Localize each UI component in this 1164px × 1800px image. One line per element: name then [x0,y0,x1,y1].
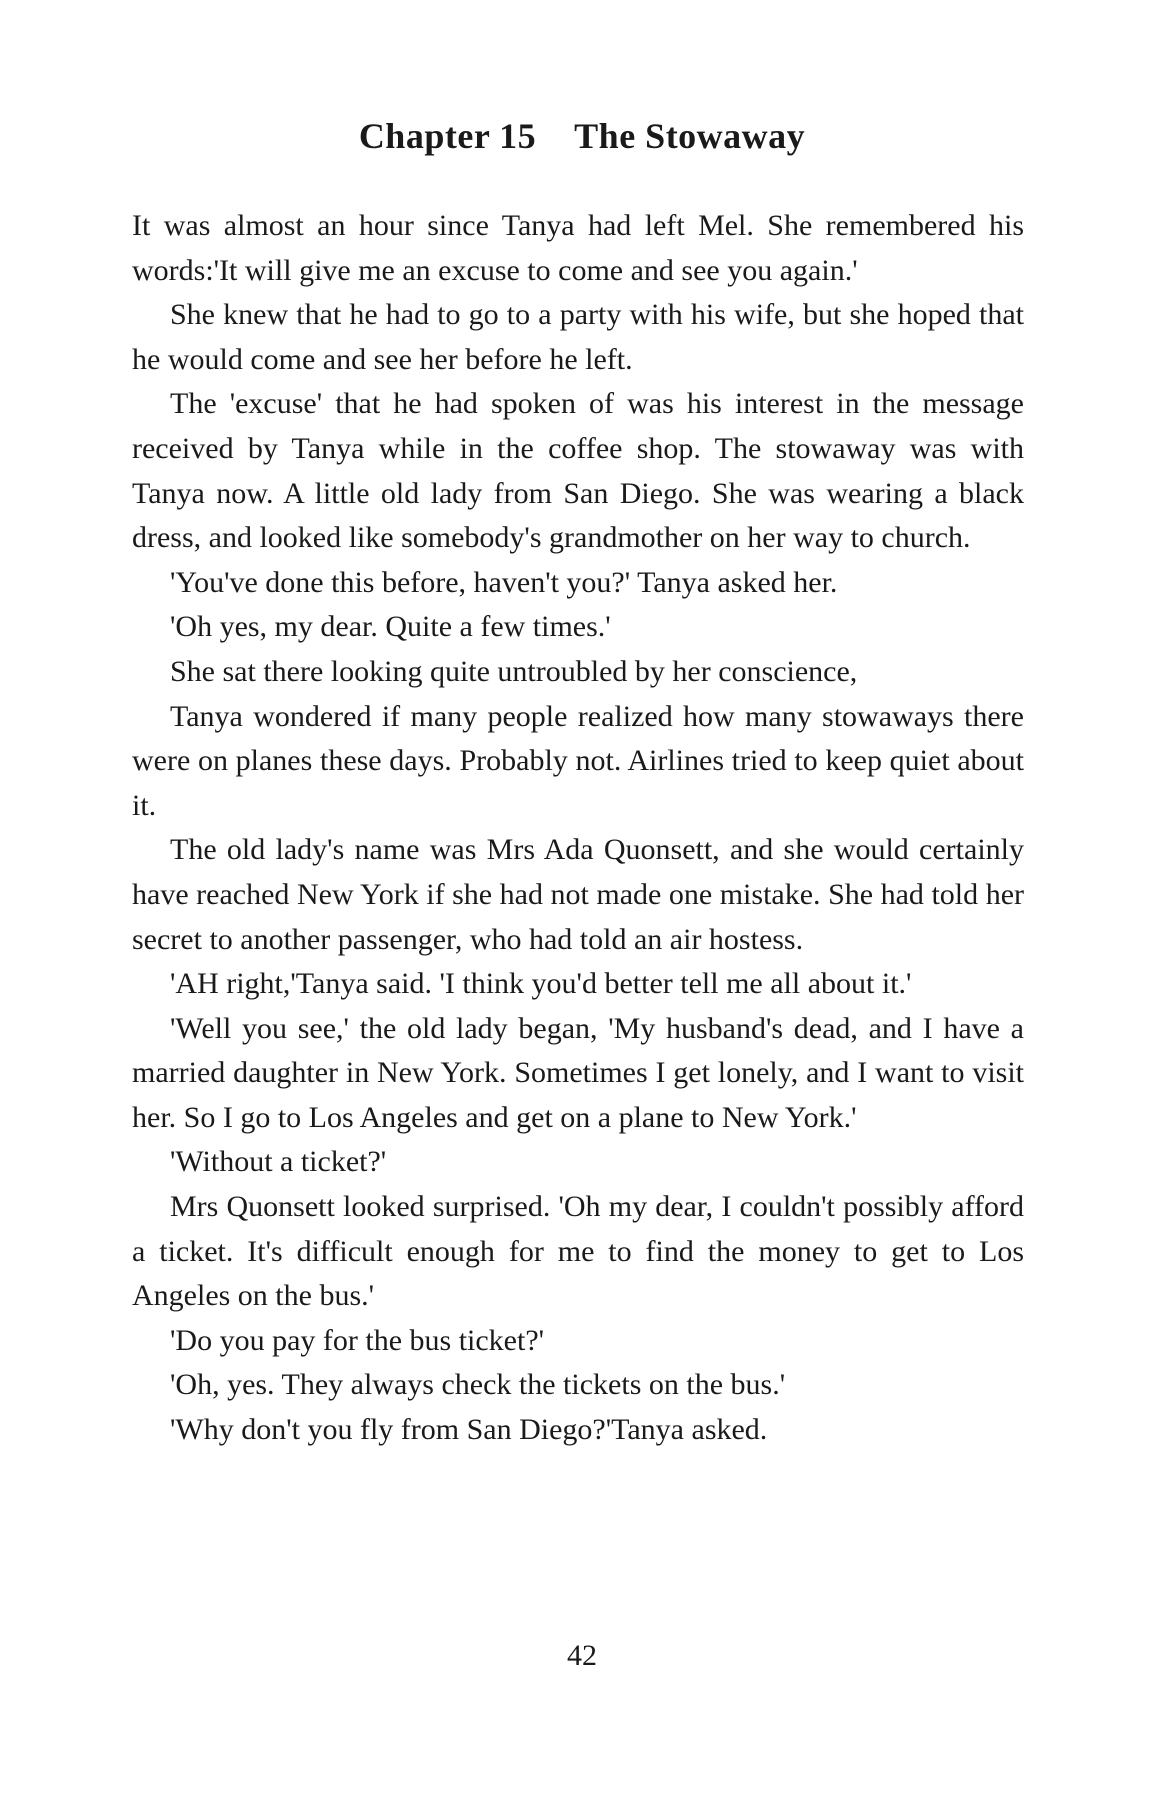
paragraph: She knew that he had to go to a party with his wife, but she hoped that he would come and see her before he left. [132,298,1024,376]
chapter-body [132,204,1024,1453]
paragraph: The old lady's name was Mrs Ada Quonsett, and she would certainly have reached New York if she had not made one mistake. She had told her secret to another passenger, who had told an air hostess. [132,833,1024,956]
paragraph: 'You've done this before, haven't you?' Tanya asked her. [170,565,838,599]
paragraph: It was almost an hour since Tanya had left Mel. She remembered his words:'It will give me an excuse to come and see you again.' [132,209,1024,287]
chapter-title: The Stowaway [574,116,806,156]
paragraph: 'Well you see,' the old lady began, 'My husband's dead, and I have a married daughter in New York. Sometimes I get lonely, and I want to visit her. So I go to Los Angeles and get on a plane to New York.' [132,1011,1024,1134]
chapter-number: Chapter 15 [358,116,537,156]
paragraph: 'Why don't you fly from San Diego?'Tanya asked. [170,1413,768,1447]
paragraph: Mrs Quonsett looked surprised. 'Oh my dear, I couldn't possibly afford a ticket. It's difficult enough for me to find the money to get to Los Angeles on the bus.' [132,1190,1024,1313]
paragraph: 'Do you pay for the bus ticket?' [170,1323,545,1357]
paragraph: 'AH right,'Tanya said. 'I think you'd better tell me all about it.' [170,967,912,1001]
page-number: 42 [567,1639,597,1672]
paragraph: 'Oh, yes. They always check the tickets on the bus.' [170,1368,786,1402]
paragraph: She sat there looking quite untroubled by her conscience, [170,654,858,688]
paragraph: The 'excuse' that he had spoken of was his interest in the message received by Tanya while in the coffee shop. The stowaway was with Tanya now. A little old lady from San Diego. She was wearing a black dress, and looked like somebody's grandmother on her way to church. [132,387,1024,555]
paragraph: 'Oh yes, my dear. Quite a few times.' [170,610,611,644]
chapter-heading [0,110,1164,162]
paragraph: 'Without a ticket?' [170,1145,387,1179]
paragraph: Tanya wondered if many people realized how many stowaways there were on planes these days. Probably not. Airlines tried to keep quiet about it. [132,699,1024,822]
